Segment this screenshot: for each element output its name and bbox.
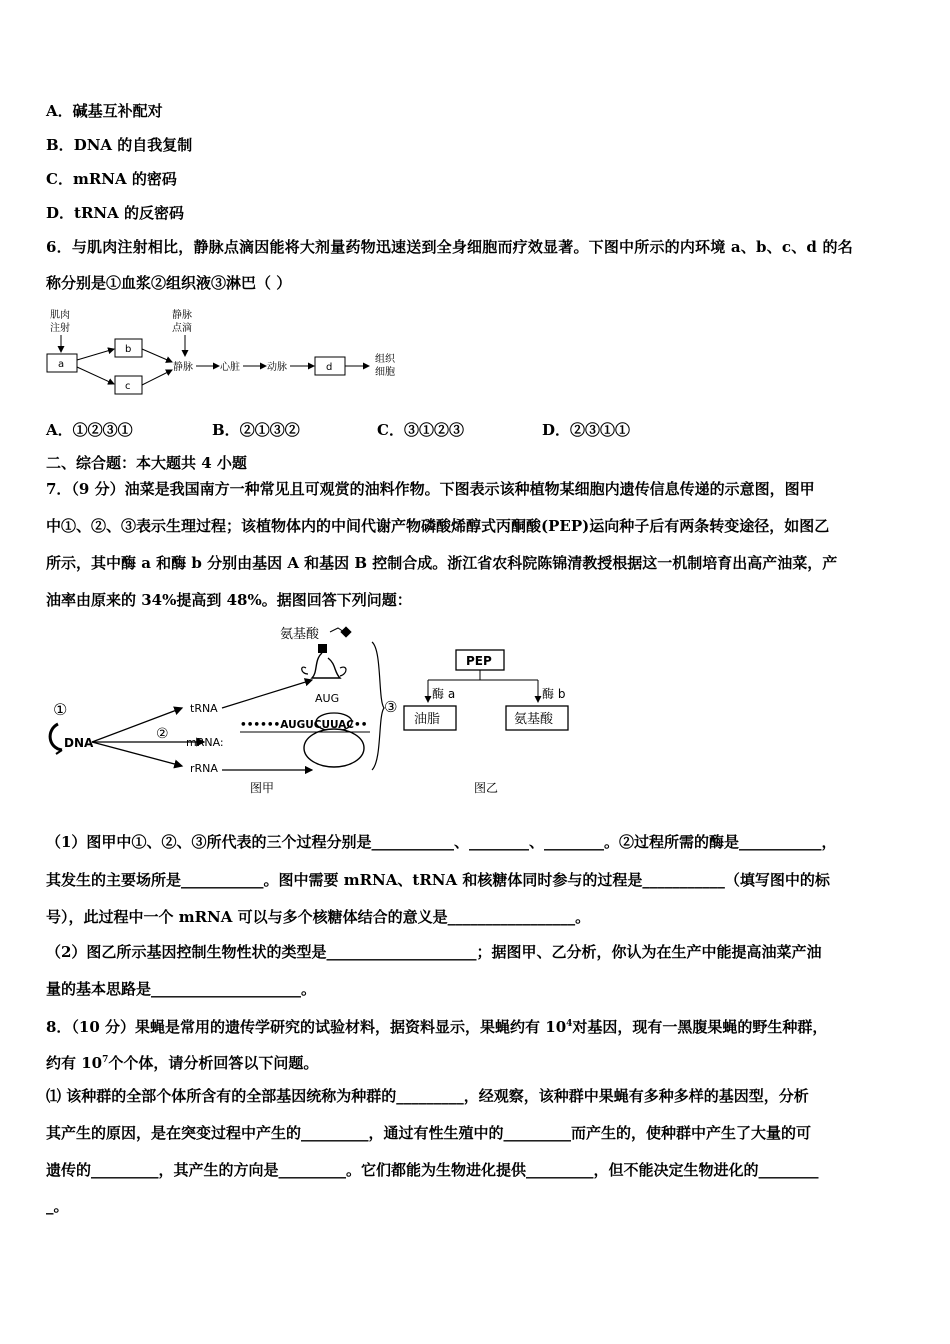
circle1-label: ①: [53, 700, 68, 719]
figure-yi-caption: 图乙: [474, 781, 499, 795]
enzyme-a-label: 酶 a: [432, 687, 456, 701]
q8-sub1-line2: 其产生的原因，是在突变过程中产生的_________，通过有性生殖中的_________而产生的，使种群中产生了大量的可: [46, 1124, 812, 1142]
pep-label: PEP: [466, 654, 492, 668]
circle3-label: ③: [384, 698, 398, 716]
heart-label: 心脏: [220, 362, 240, 373]
q6-stem-line1: 6．与肌肉注射相比，静脉点滴因能将大剂量药物迅速送到全身细胞而疗效显著。下图中所示的内环境 a、b、c、d 的名: [46, 238, 853, 256]
iv-drip-label-2: 点滴: [172, 323, 192, 334]
q8-stem-line1: 8．（10 分）果蝇是常用的遗传学研究的试验材料，据资料显示，果蝇约有 $10^4$对基因，现有一黑腹果蝇的野生种群，: [46, 1018, 828, 1036]
aug-label: AUG: [315, 692, 340, 705]
tissue-cells-label: 组织: [375, 354, 395, 365]
q6-option-b[interactable]: B．②①③②: [212, 421, 300, 439]
vein-label: 静脉: [173, 362, 193, 373]
q7-stem-line3: 所示，其中酶 a 和酶 b 分别由基因 A 和基因 B 控制合成。浙江省农科院陈锦清教授根据这一机制培育出高产油菜，产: [46, 554, 838, 572]
circle2-label: ②: [156, 726, 169, 742]
trna-label: tRNA: [190, 702, 218, 715]
q7-stem-line2: 中①、②、③表示生理过程；该植物体内的中间代谢产物磷酸烯醇式丙酮酸(PEP)运向种子后有两条转变途径，如图乙: [46, 517, 830, 535]
iv-drip-label: 静脉: [172, 310, 192, 321]
figure-jia-caption: 图甲: [250, 781, 275, 795]
prev-option-c: C．mRNA 的密码: [46, 170, 177, 188]
q8-sub1-line3: 遗传的_________，其产生的方向是_________。它们都能为生物进化提供_________，但不能决定生物进化的________: [46, 1161, 819, 1179]
q6-option-a[interactable]: A．①②③①: [46, 421, 133, 439]
amino-acid-label-yi: 氨基酸: [514, 712, 554, 727]
amino-acid-label: 氨基酸: [280, 627, 320, 642]
dna-label: DNA: [64, 736, 94, 750]
figure-jia: [44, 620, 404, 798]
prev-option-a: A．碱基互补配对: [46, 102, 163, 120]
mrna-label: mRNA:: [186, 736, 224, 749]
muscle-injection-label-2: 注射: [50, 323, 70, 334]
q7-sub1-line2: 其发生的主要场所是___________。图中需要 mRNA、tRNA 和核糖体同时参与的过程是___________（填写图中的标: [46, 871, 830, 889]
mrna-sequence: ••••••AUGUCUUAC••: [240, 719, 368, 731]
q6-option-c[interactable]: C．③①②③: [377, 421, 464, 439]
prev-option-b: B．DNA 的自我复制: [46, 136, 193, 154]
oil-label: 油脂: [414, 712, 441, 727]
node-c: c: [125, 381, 131, 392]
artery-label: 动脉: [267, 362, 287, 373]
section-2-heading: 二、综合题：本大题共 4 小题: [46, 454, 247, 472]
node-b: b: [125, 344, 132, 355]
node-d: d: [326, 362, 333, 373]
figure-yi: [400, 640, 590, 798]
prev-option-d: D．tRNA 的反密码: [46, 204, 184, 222]
rrna-label: rRNA: [190, 762, 218, 775]
q8-sub1-line1: ⑴ 该种群的全部个体所含有的全部基因统称为种群的_________，经观察，该种群中果蝇有多种多样的基因型，分析: [46, 1087, 809, 1105]
q8-stem-line2: 约有 $10^7$个个体，请分析回答以下问题。: [46, 1054, 319, 1072]
q8-sub1-line4: _。: [46, 1197, 69, 1215]
q7-stem-line4: 油率由原来的 34%提高到 48%。据图回答下列问题：: [46, 591, 412, 609]
q7-sub2-line2: 量的基本思路是____________________。: [46, 980, 317, 998]
enzyme-b-label: 酶 b: [542, 687, 566, 701]
node-a: a: [58, 359, 65, 370]
q6-option-d[interactable]: D．②③①①: [542, 421, 631, 439]
q6-stem-line2: 称分别是①血浆②组织液③淋巴（ ）: [46, 274, 292, 292]
q6-circulation-diagram: [44, 306, 424, 398]
q7-sub2-line1: （2）图乙所示基因控制生物性状的类型是____________________；据图甲、乙分析，你认为在生产中能提高油菜产油: [46, 943, 822, 961]
q7-stem-line1: 7．（9 分）油菜是我国南方一种常见且可观赏的油料作物。下图表示该种植物某细胞内遗传信息传递的示意图，图甲: [46, 480, 815, 498]
q7-sub1-line1: （1）图甲中①、②、③所代表的三个过程分别是___________、________、________。②过程所需的酶是___________，: [46, 833, 837, 851]
q7-sub1-line3: 号），此过程中一个 mRNA 可以与多个核糖体结合的意义是_________________。: [46, 908, 591, 926]
muscle-injection-label: 肌肉: [50, 310, 70, 321]
tissue-cells-label-2: 细胞: [375, 367, 395, 378]
